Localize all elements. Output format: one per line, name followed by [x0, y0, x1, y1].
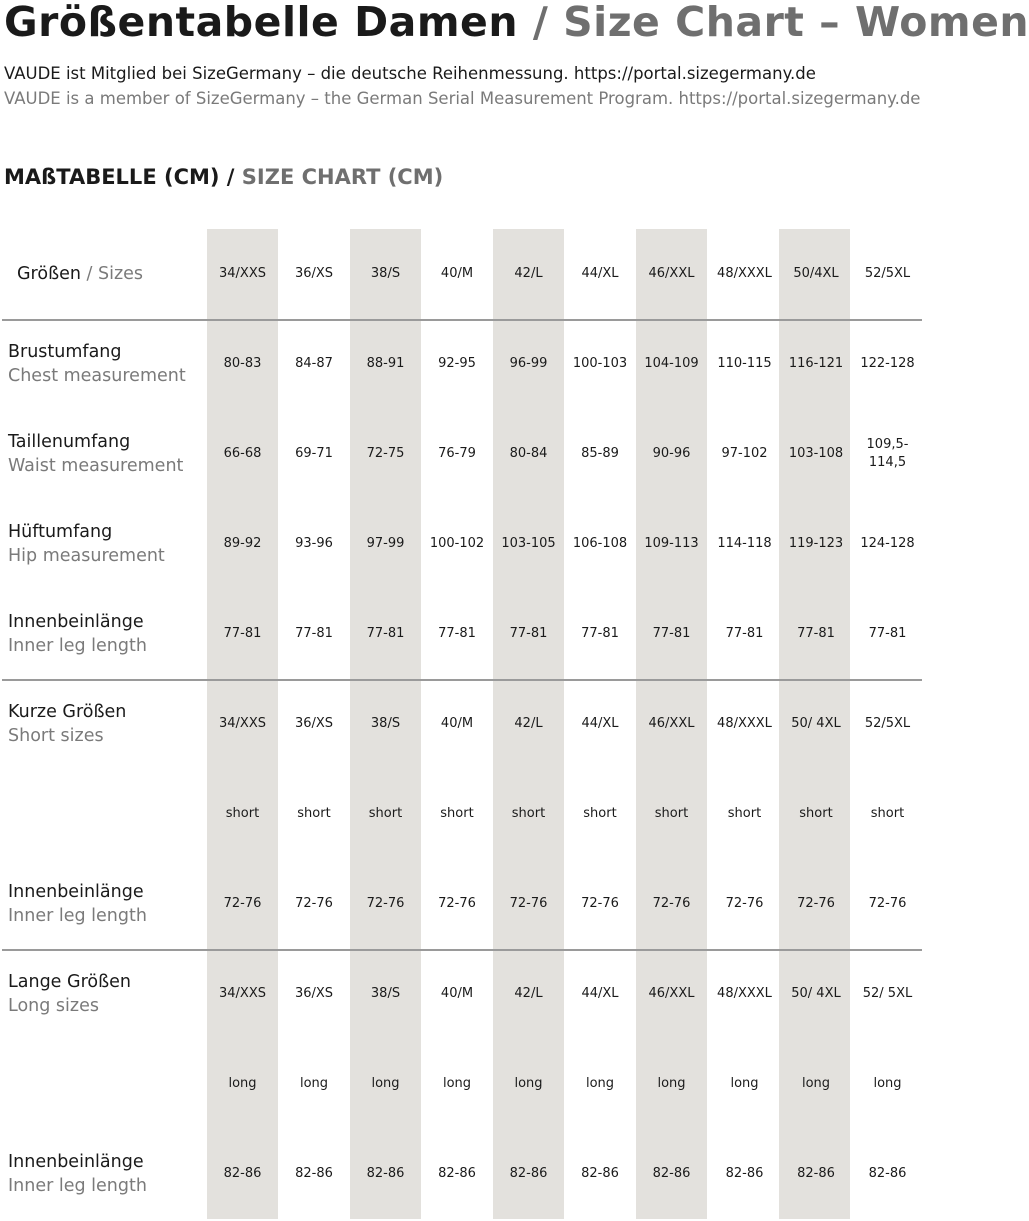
- table-cell: 76-79: [438, 446, 476, 461]
- table-cell: 82-86: [652, 1166, 691, 1181]
- table-cell: 48/XXXL: [717, 716, 772, 731]
- table-cell: 77-81: [366, 626, 405, 641]
- row-label: [8, 769, 208, 859]
- table-cell: 82-86: [295, 1166, 333, 1181]
- header-label-german: Größen: [17, 264, 81, 284]
- section-title-german: MAßTABELLE (CM): [4, 165, 220, 189]
- table-cell: 36/XS: [294, 986, 334, 1001]
- table-cell: 50/ 4XL: [791, 986, 841, 1001]
- table-cell: long: [801, 1076, 831, 1091]
- size-header-cell: 46/XXL: [648, 266, 695, 281]
- table-cell: short: [440, 806, 474, 821]
- header-label-english: Sizes: [98, 264, 144, 284]
- row-label-german: Lange Größen: [8, 972, 131, 992]
- table-cell: 72-76: [581, 896, 619, 911]
- size-header-cell: 36/XS: [294, 266, 334, 281]
- table-cell: long: [585, 1076, 615, 1091]
- table-cell: 72-76: [797, 896, 835, 911]
- row-label: [8, 499, 208, 589]
- table-cell: 50/ 4XL: [791, 716, 841, 731]
- table-cell: 82-86: [223, 1166, 262, 1181]
- size-header-cell: 44/XL: [581, 266, 619, 281]
- table-cell: 122-128: [860, 356, 915, 371]
- table-cell: 82-86: [581, 1166, 619, 1181]
- row-label: [8, 949, 208, 1039]
- table-cell: 34/XXS: [219, 986, 266, 1001]
- table-cell: 46/XXL: [648, 986, 695, 1001]
- size-header-cell: 38/S: [370, 266, 401, 281]
- row-label-english: Short sizes: [8, 726, 104, 746]
- table-cell: 82-86: [797, 1166, 835, 1181]
- row-label-english: Inner leg length: [8, 906, 147, 926]
- table-cell: 44/XL: [581, 986, 619, 1001]
- row-label-german: Brustumfang: [8, 342, 122, 362]
- table-cell: 77-81: [509, 626, 548, 641]
- table-cell: 52/5XL: [864, 716, 911, 731]
- table-cell: short: [727, 806, 762, 821]
- row-label-english: Chest measurement: [8, 366, 186, 386]
- table-cell: 92-95: [438, 356, 476, 371]
- table-cell: 40/M: [440, 986, 474, 1001]
- table-cell: long: [514, 1076, 543, 1091]
- row-label: [8, 1039, 208, 1129]
- table-cell: 77-81: [223, 626, 262, 641]
- table-cell: short: [368, 806, 403, 821]
- table-cell: long: [873, 1076, 902, 1091]
- intro-english: VAUDE is a member of SizeGermany – the German Serial Measurement Program. https://portal.sizegermany.de: [4, 89, 921, 108]
- table-cell: 110-115: [717, 356, 772, 371]
- intro-german: VAUDE ist Mitglied bei SizeGermany – die deutsche Reihenmessung. https://portal.sizegermany.de: [4, 64, 816, 83]
- table-cell: 96-99: [509, 356, 548, 371]
- row-label: [8, 319, 208, 409]
- row-label-german: Hüftumfang: [8, 522, 113, 542]
- title-separator: /: [532, 0, 549, 46]
- table-cell: 72-76: [295, 896, 333, 911]
- table-cell: 82-86: [438, 1166, 476, 1181]
- row-label-german: Innenbeinlänge: [8, 882, 144, 902]
- table-cell: short: [799, 806, 833, 821]
- section-title-separator: /: [226, 165, 235, 189]
- size-header-cell: 48/XXXL: [717, 266, 772, 281]
- row-label-english: Inner leg length: [8, 636, 147, 656]
- table-cell: 90-96: [652, 446, 691, 461]
- table-cell: 104-109: [644, 356, 699, 371]
- table-cell: 42/L: [514, 986, 543, 1001]
- row-label: [8, 409, 208, 499]
- table-cell: 77-81: [438, 626, 476, 641]
- section-title-english: SIZE CHART (CM): [241, 165, 444, 189]
- table-cell: long: [730, 1076, 759, 1091]
- table-cell: long: [228, 1076, 257, 1091]
- table-cell: 34/XXS: [219, 716, 266, 731]
- table-cell: 85-89: [581, 446, 619, 461]
- size-header-cell: 42/L: [514, 266, 543, 281]
- table-cell: 106-108: [572, 536, 628, 551]
- table-cell: long: [657, 1076, 686, 1091]
- table-cell: 77-81: [868, 626, 907, 641]
- table-cell: short: [297, 806, 331, 821]
- table-cell: 77-81: [725, 626, 764, 641]
- table-cell: 80-84: [509, 446, 548, 461]
- header-label: [17, 229, 143, 319]
- table-cell: 44/XL: [581, 716, 619, 731]
- table-cell: long: [442, 1076, 472, 1091]
- table-cell: 82-86: [868, 1166, 907, 1181]
- table-cell: 114-118: [717, 536, 772, 551]
- table-cell: 66-68: [223, 446, 262, 461]
- row-label-german: Innenbeinlänge: [8, 1152, 144, 1172]
- size-header-cell: 52/5XL: [864, 266, 911, 281]
- row-label: [8, 1129, 208, 1219]
- table-cell: 40/M: [440, 716, 474, 731]
- table-cell: 80-83: [223, 356, 262, 371]
- table-cell: 124-128: [860, 536, 915, 551]
- table-cell: short: [870, 806, 905, 821]
- table-cell: 77-81: [797, 626, 835, 641]
- row-label-german: Taillenumfang: [8, 432, 131, 452]
- table-cell: 72-76: [438, 896, 476, 911]
- table-cell: 82-86: [366, 1166, 405, 1181]
- size-header-cell: 34/XXS: [219, 266, 266, 281]
- table-cell: 72-75: [366, 446, 405, 461]
- row-label-english: Inner leg length: [8, 1176, 147, 1196]
- table-cell: long: [299, 1076, 329, 1091]
- row-label-english: Long sizes: [8, 996, 99, 1016]
- header-label-separator: /: [80, 264, 98, 284]
- table-cell: 72-76: [509, 896, 548, 911]
- table-cell: 52/ 5XL: [862, 986, 913, 1001]
- table-cell: 72-76: [652, 896, 691, 911]
- table-cell: short: [225, 806, 260, 821]
- table-cell: 109,5- 114,5: [866, 437, 909, 470]
- table-cell: short: [511, 806, 546, 821]
- table-cell: 69-71: [295, 446, 333, 461]
- title-english: Size Chart – Women: [563, 0, 1029, 46]
- table-cell: 72-76: [725, 896, 764, 911]
- table-cell: short: [654, 806, 689, 821]
- table-cell: 84-87: [295, 356, 333, 371]
- table-cell: long: [371, 1076, 400, 1091]
- table-cell: 77-81: [295, 626, 333, 641]
- table-cell: 72-76: [868, 896, 907, 911]
- table-cell: 77-81: [652, 626, 691, 641]
- table-cell: 119-123: [788, 536, 844, 551]
- table-cell: 77-81: [581, 626, 619, 641]
- table-cell: 89-92: [223, 536, 262, 551]
- table-cell: 48/XXXL: [717, 986, 772, 1001]
- size-header-cell: 40/M: [440, 266, 474, 281]
- table-cell: 88-91: [366, 356, 405, 371]
- table-cell: 100-103: [572, 356, 628, 371]
- table-cell: 46/XXL: [648, 716, 695, 731]
- row-label-german: Kurze Größen: [8, 702, 127, 722]
- table-cell: 42/L: [514, 716, 543, 731]
- table-cell: 109-113: [644, 536, 699, 551]
- table-cell: short: [583, 806, 617, 821]
- section-title: [4, 163, 443, 191]
- row-label: [8, 679, 208, 769]
- table-cell: 103-105: [501, 536, 556, 551]
- row-label-german: Innenbeinlänge: [8, 612, 144, 632]
- title-german: Größentabelle Damen: [4, 0, 519, 46]
- table-cell: 38/S: [370, 716, 401, 731]
- table-cell: 38/S: [370, 986, 401, 1001]
- table-cell: 116-121: [788, 356, 844, 371]
- page-title: [4, 0, 1029, 50]
- row-label: [8, 859, 208, 949]
- row-label-english: Waist measurement: [8, 456, 184, 476]
- table-cell: 93-96: [295, 536, 333, 551]
- table-cell: 103-108: [788, 446, 844, 461]
- table-cell: 97-99: [366, 536, 405, 551]
- table-cell: 82-86: [725, 1166, 764, 1181]
- table-cell: 36/XS: [294, 716, 334, 731]
- table-cell: 72-76: [366, 896, 405, 911]
- table-cell: 100-102: [429, 536, 485, 551]
- row-label-english: Hip measurement: [8, 546, 165, 566]
- table-cell: 82-86: [509, 1166, 548, 1181]
- table-cell: 72-76: [223, 896, 262, 911]
- size-header-cell: 50/4XL: [793, 266, 839, 281]
- row-label: [8, 589, 208, 679]
- table-cell: 97-102: [721, 446, 768, 461]
